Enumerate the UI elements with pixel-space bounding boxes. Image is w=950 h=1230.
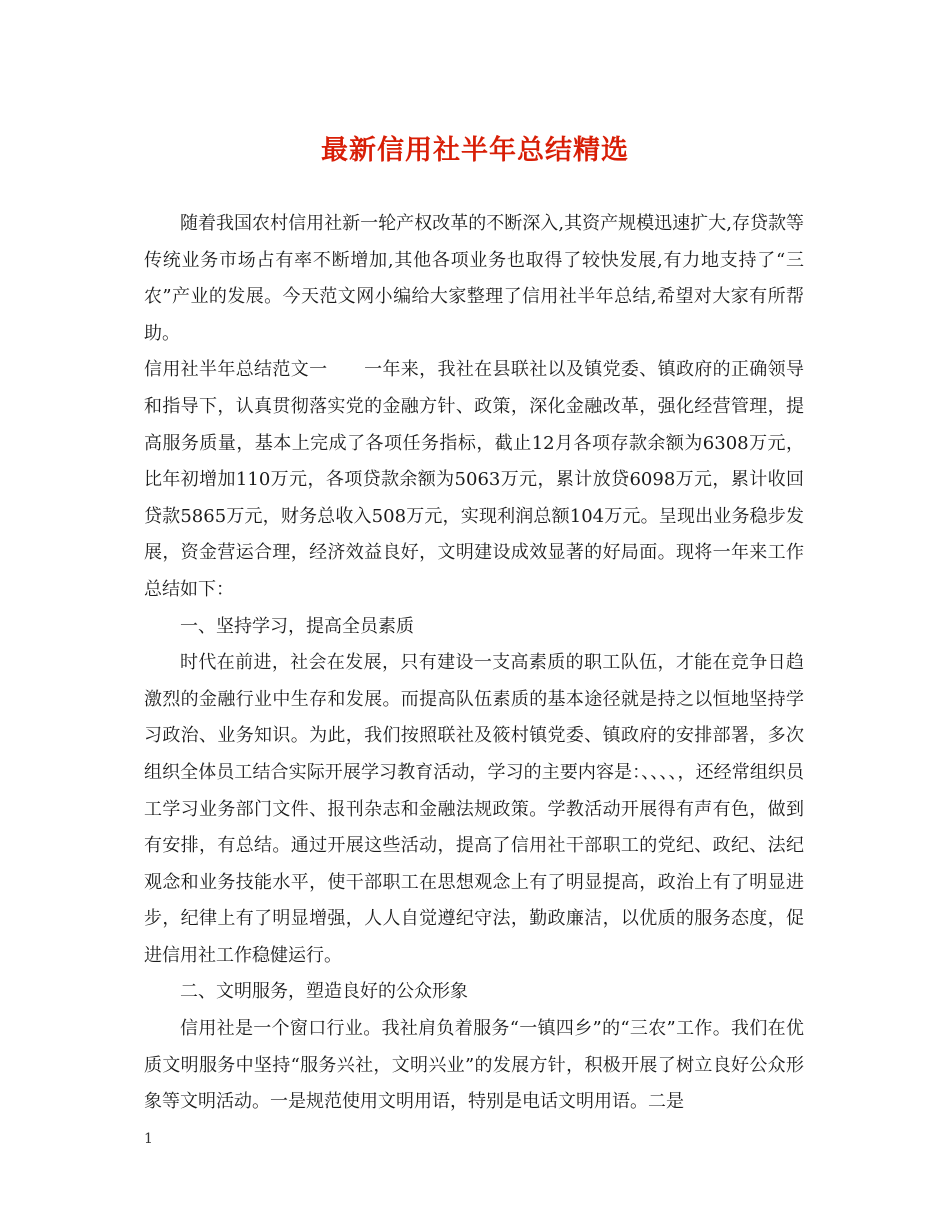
intro-paragraph: 随着我国农村信用社新一轮产权改革的不断深入,其资产规模迅速扩大,存贷款等传统业务市场占有率不断增加,其他各项业务也取得了较快发展,有力地支持了“三农”产业的发展。今天范文网小编给大家整理了信用社半年总结,希望对大家有所帮助。 — [144, 213, 804, 344]
document-body — [144, 206, 804, 1121]
sample-one-paragraph: 信用社半年总结范文一 一年来，我社在县联社以及镇党委、镇政府的正确领导和指导下，认真贯彻落实党的金融方针、政策，深化金融改革，强化经营管理，提高服务质量，基本上完成了各项任务指标，截止12月各项存款余额为6308万元，比年初增加110万元，各项贷款余额为5063万元，累计放贷6098万元，累计收回贷款5865万元，财务总收入508万元，实现利润总额104万元。呈现出业务稳步发展，资金营运合理，经济效益良好，文明建设成效显著的好局面。现将一年来工作总结如下： — [144, 359, 804, 600]
section-heading-study: 一、坚持学习，提高全员素质 — [180, 615, 414, 637]
service-paragraph: 信用社是一个窗口行业。我社肩负着服务“一镇四乡”的“三农”工作。我们在优质文明服务中坚持“服务兴社，文明兴业”的发展方针，积极开展了树立良好公众形象等文明活动。一是规范使用文明用语，特别是电话文明用语。二是 — [144, 1018, 804, 1113]
study-paragraph: 时代在前进，社会在发展，只有建设一支高素质的职工队伍，才能在竞争日趋激烈的金融行业中生存和发展。而提高队伍素质的基本途径就是持之以恒地坚持学习政治、业务知识。为此，我们按照联社及筱村镇党委、镇政府的安排部署，多次组织全体员工结合实际开展学习教育活动，学习的主要内容是：、、、、，还经常组织员工学习业务部门文件、报刊杂志和金融法规政策。学教活动开展得有声有色，做到有安排，有总结。通过开展这些活动，提高了信用社干部职工的党纪、政纪、法纪观念和业务技能水平，使干部职工在思想观念上有了明显提高，政治上有了明显进步，纪律上有了明显增强，人人自觉遵纪守法，勤政廉洁，以优质的服务态度，促进信用社工作稳健运行。 — [144, 652, 804, 966]
document-title: 最新信用社半年总结精选 — [321, 135, 629, 166]
section-heading-service: 二、文明服务，塑造良好的公众形象 — [180, 981, 468, 1003]
page-number: 1 — [144, 1131, 153, 1147]
